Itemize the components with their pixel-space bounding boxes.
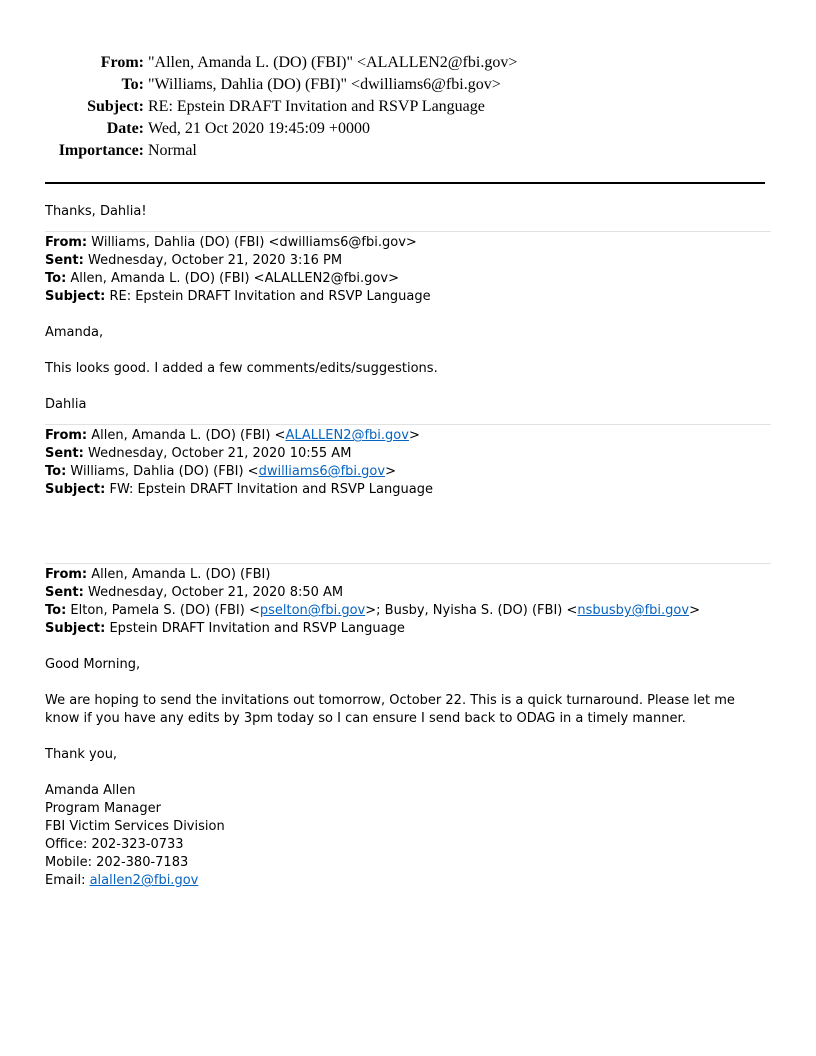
header-importance-row bbox=[0, 140, 816, 162]
message4-to-name1: Elton, Pamela S. (DO) (FBI) bbox=[66, 603, 249, 618]
message4-from-line bbox=[45, 566, 771, 584]
message2-separator bbox=[45, 231, 771, 414]
message2-to-label: To: bbox=[45, 271, 67, 286]
message2-from-line bbox=[45, 234, 771, 252]
header-date-label: Date: bbox=[106, 120, 144, 137]
header-subject-value: RE: Epstein DRAFT Invitation and RSVP Language bbox=[148, 98, 485, 115]
message4-greeting: Good Morning, bbox=[45, 657, 141, 672]
header-from-row bbox=[0, 52, 816, 74]
message3-to-email-link[interactable]: dwilliams6@fbi.gov bbox=[258, 464, 386, 479]
message3-subject-value: FW: Epstein DRAFT Invitation and RSVP Language bbox=[105, 482, 433, 497]
message4-subject-value: Epstein DRAFT Invitation and RSVP Language bbox=[105, 621, 405, 636]
message3-from-lt: < bbox=[274, 428, 286, 443]
header-to-label: To: bbox=[121, 76, 144, 93]
message4-sent-line bbox=[45, 584, 771, 602]
message3-from-name: Allen, Amanda L. (DO) (FBI) bbox=[87, 428, 275, 443]
spacer bbox=[45, 674, 771, 692]
header-from-value: "Allen, Amanda L. (DO) (FBI)" <ALALLEN2@fbi.gov> bbox=[148, 54, 518, 71]
signature-org: FBI Victim Services Division bbox=[45, 819, 225, 834]
message2-from-label: From: bbox=[45, 235, 88, 250]
message4-to-sep: >; Busby, Nyisha S. (DO) (FBI) < bbox=[365, 603, 578, 618]
spacer bbox=[45, 638, 771, 656]
header-to-row bbox=[0, 74, 816, 96]
message3-sent-label: Sent: bbox=[45, 446, 84, 461]
message3-sent-value: Wednesday, October 21, 2020 10:55 AM bbox=[83, 446, 352, 461]
spacer bbox=[45, 342, 771, 360]
message2-greeting: Amanda, bbox=[45, 325, 104, 340]
message4-to-label: To: bbox=[45, 603, 67, 618]
message2-body: This looks good. I added a few comments/edits/suggestions. bbox=[45, 361, 438, 376]
message4-sent-value: Wednesday, October 21, 2020 8:50 AM bbox=[83, 585, 344, 600]
signature-email-link[interactable]: alallen2@fbi.gov bbox=[89, 873, 199, 888]
message4-to-email1-link[interactable]: pselton@fbi.gov bbox=[259, 603, 366, 618]
message4-to-line bbox=[45, 602, 771, 620]
message3-from-label: From: bbox=[45, 428, 88, 443]
header-subject-row bbox=[0, 96, 816, 118]
message3-to-lt: < bbox=[247, 464, 259, 479]
message3-subject-label: Subject: bbox=[45, 482, 106, 497]
signature-email-line bbox=[45, 872, 771, 890]
message4-subject-label: Subject: bbox=[45, 621, 106, 636]
header-subject-label: Subject: bbox=[87, 98, 144, 115]
message2-sent-line bbox=[45, 252, 771, 270]
message3-to-name: Williams, Dahlia (DO) (FBI) bbox=[66, 464, 248, 479]
message3-subject-line bbox=[45, 481, 771, 499]
message4-sent-label: Sent: bbox=[45, 585, 84, 600]
header-from-label: From: bbox=[100, 54, 144, 71]
spacer bbox=[45, 306, 771, 324]
message3-sent-line bbox=[45, 445, 771, 463]
message2-subject-label: Subject: bbox=[45, 289, 106, 304]
message2-from-value: Williams, Dahlia (DO) (FBI) <dwilliams6@fbi.gov> bbox=[87, 235, 417, 250]
header-date-value: Wed, 21 Oct 2020 19:45:09 +0000 bbox=[148, 120, 370, 137]
message2-sent-label: Sent: bbox=[45, 253, 84, 268]
header-importance-value: Normal bbox=[148, 142, 197, 159]
message3-from-email-link[interactable]: ALALLEN2@fbi.gov bbox=[285, 428, 409, 443]
message4-closing: Thank you, bbox=[45, 747, 118, 762]
message3-separator bbox=[45, 424, 771, 553]
header-date-row bbox=[0, 118, 816, 140]
spacer bbox=[45, 535, 771, 553]
spacer bbox=[45, 499, 771, 517]
header-divider bbox=[45, 182, 765, 184]
spacer bbox=[45, 517, 771, 535]
message2-signature: Dahlia bbox=[45, 397, 87, 412]
spacer bbox=[45, 728, 771, 746]
message2-to-value: Allen, Amanda L. (DO) (FBI) <ALALLEN2@fbi.gov> bbox=[66, 271, 399, 286]
signature-email-label: Email: bbox=[45, 873, 90, 888]
message2-subject-value: RE: Epstein DRAFT Invitation and RSVP Language bbox=[105, 289, 431, 304]
message3-to-gt: > bbox=[385, 464, 396, 479]
message4-from-label: From: bbox=[45, 567, 88, 582]
message4-to-email2-link[interactable]: nsbusby@fbi.gov bbox=[577, 603, 690, 618]
message3-from-gt: > bbox=[408, 428, 420, 443]
message4-to-gt: > bbox=[689, 603, 700, 618]
message4-from-value: Allen, Amanda L. (DO) (FBI) bbox=[87, 567, 271, 582]
message4-body: We are hoping to send the invitations out tomorrow, October 22. This is a quick turnaround. Please let me know if you have any edits by 3pm today so I can ensure I send back to ODAG in a timely manner. bbox=[45, 693, 735, 726]
message2-subject-line bbox=[45, 288, 771, 306]
email-header bbox=[0, 52, 816, 162]
header-importance-label: Importance: bbox=[58, 142, 144, 159]
message3-to-line bbox=[45, 463, 771, 481]
message4-subject-line bbox=[45, 620, 771, 638]
message2-to-line bbox=[45, 270, 771, 288]
message2-sent-value: Wednesday, October 21, 2020 3:16 PM bbox=[83, 253, 343, 268]
header-to-value: "Williams, Dahlia (DO) (FBI)" <dwilliams6@fbi.gov> bbox=[148, 76, 501, 93]
signature-title: Program Manager bbox=[45, 801, 161, 816]
signature-mobile: Mobile: 202-380-7183 bbox=[45, 855, 189, 870]
spacer bbox=[45, 378, 771, 396]
message3-to-label: To: bbox=[45, 464, 67, 479]
email-body bbox=[45, 203, 771, 890]
message4-to-lt: < bbox=[248, 603, 260, 618]
spacer bbox=[45, 764, 771, 782]
signature-name: Amanda Allen bbox=[45, 783, 136, 798]
message1-text: Thanks, Dahlia! bbox=[45, 204, 147, 219]
signature-office: Office: 202-323-0733 bbox=[45, 837, 184, 852]
message4-separator bbox=[45, 563, 771, 890]
message3-from-line bbox=[45, 427, 771, 445]
